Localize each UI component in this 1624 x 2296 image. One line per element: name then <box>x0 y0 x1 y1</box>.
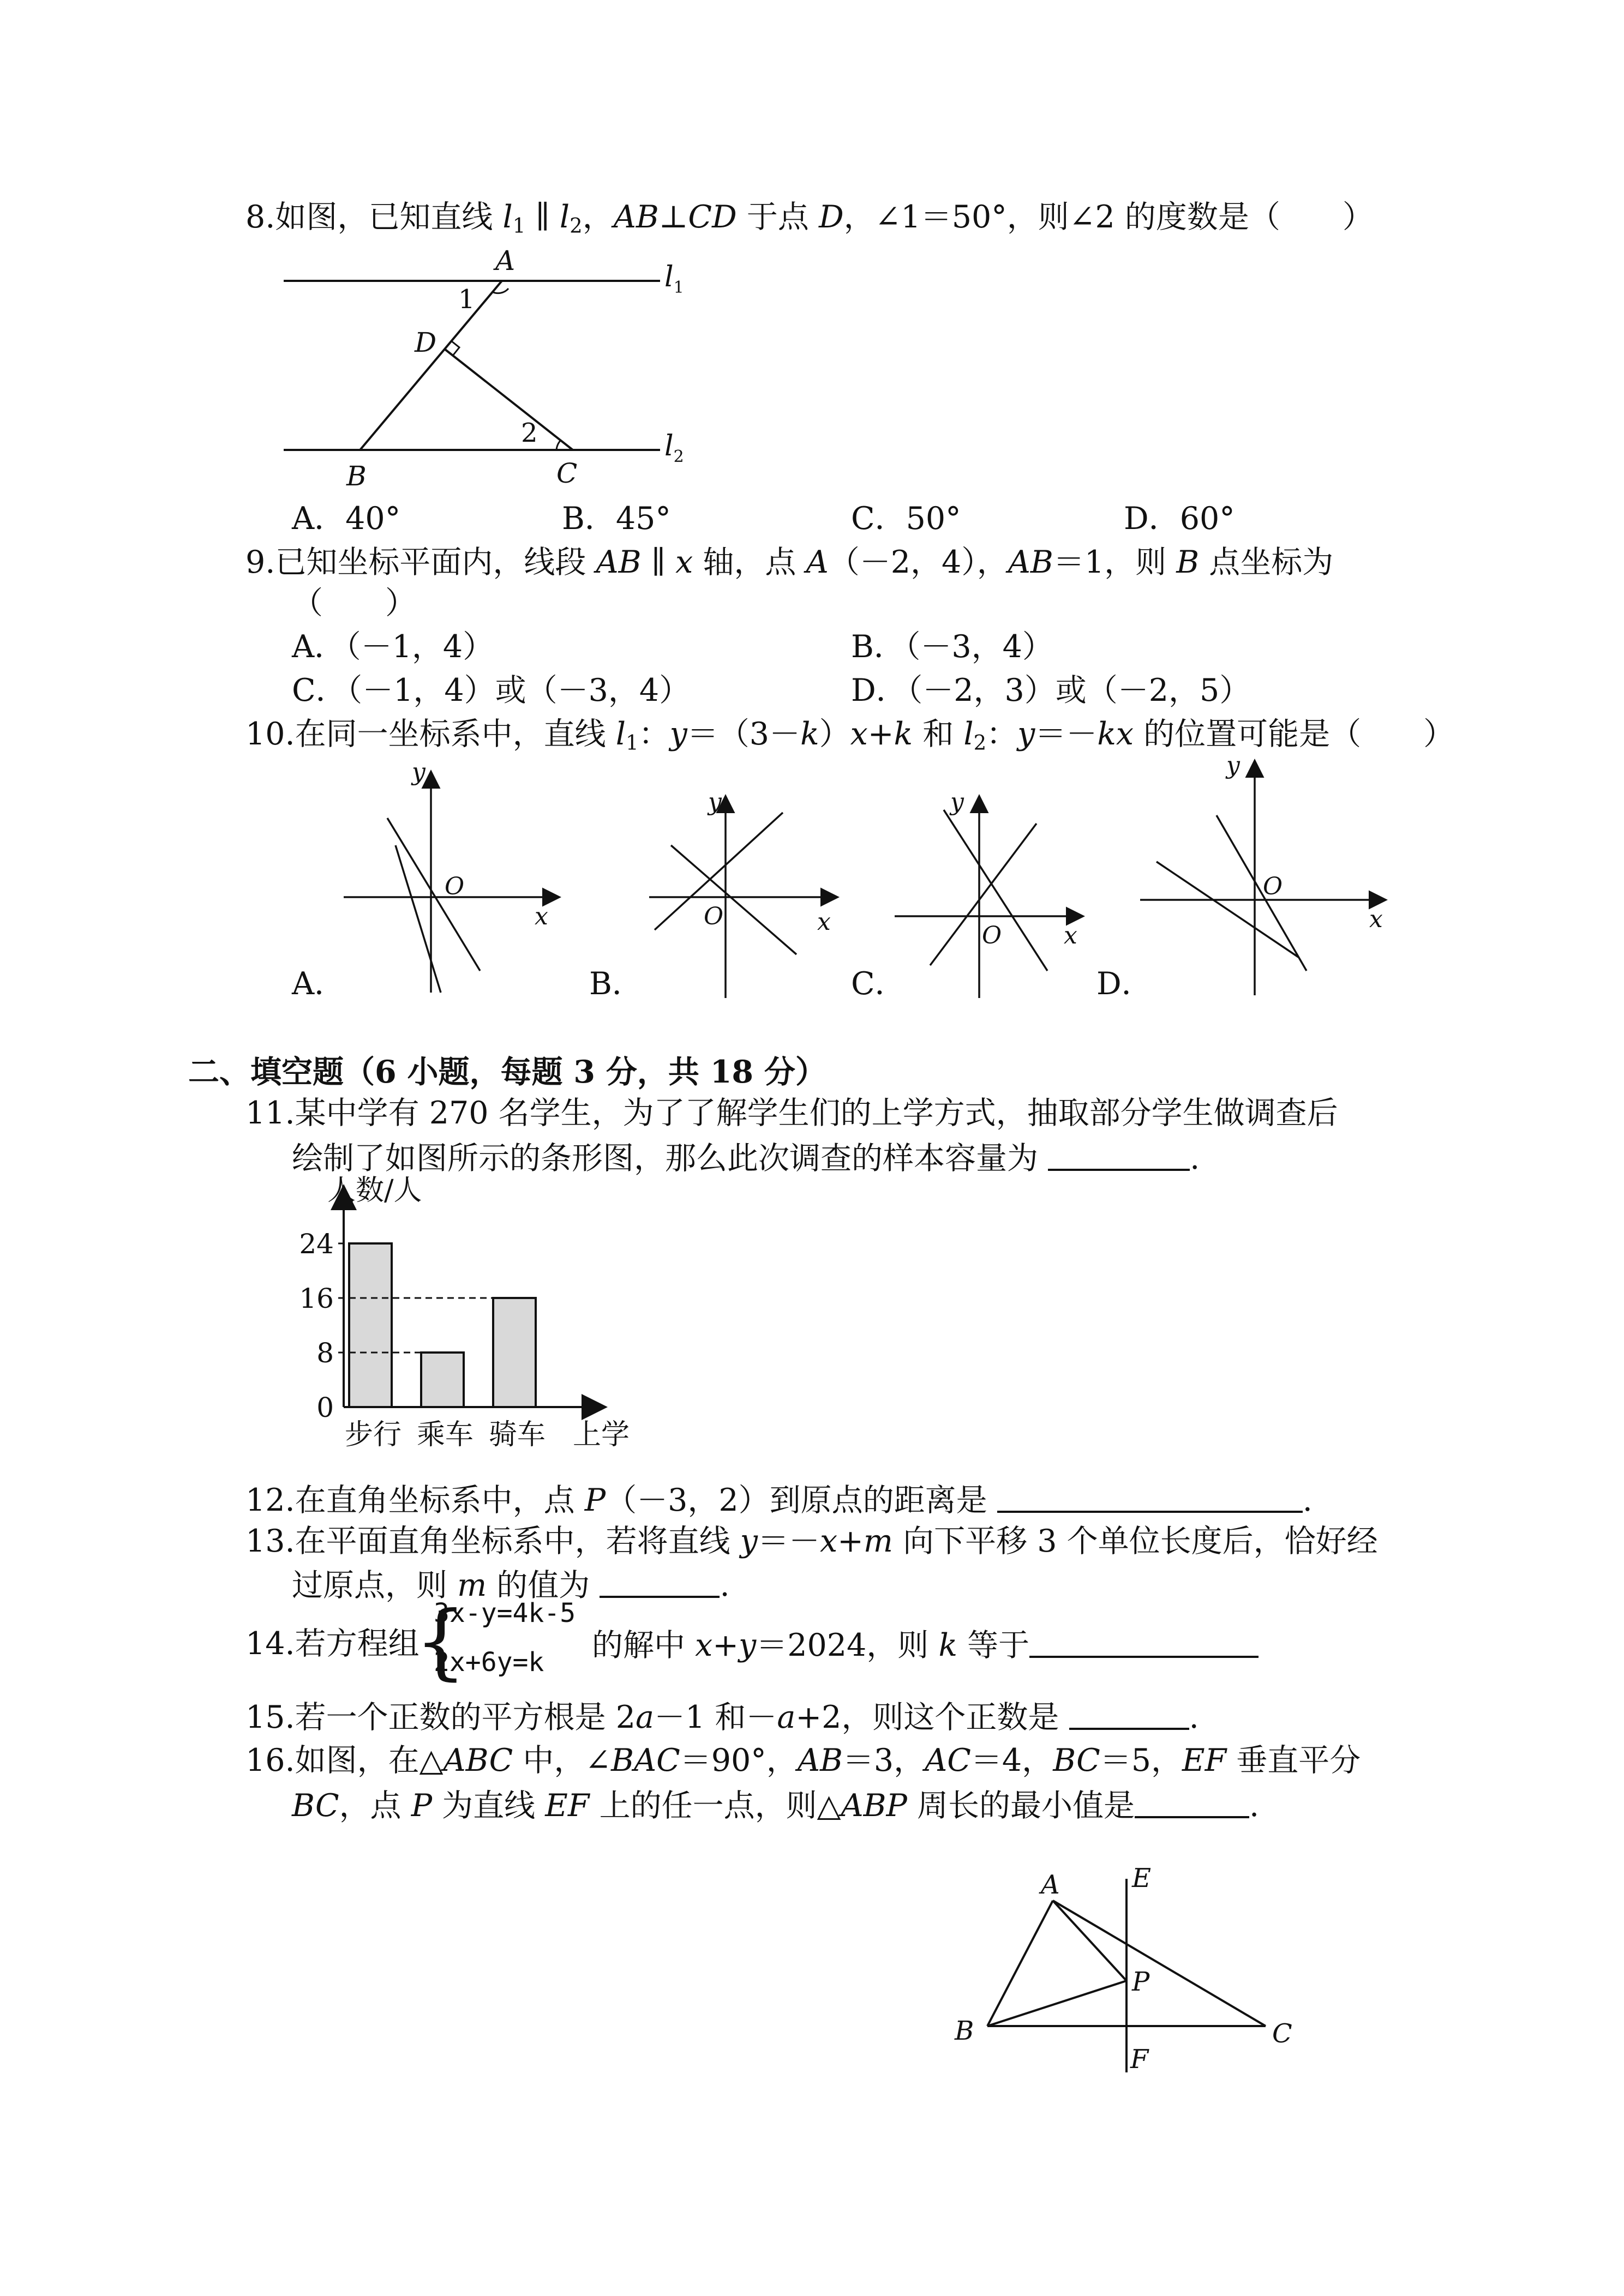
origin-label: O <box>704 903 724 930</box>
q11-bar-chart <box>267 1174 638 1494</box>
point-b-label: B <box>346 460 367 492</box>
x-axis-label: x <box>1064 922 1077 949</box>
y-axis-label: y <box>708 788 722 816</box>
q9-option-c[interactable]: C．（－1，4）或（－3，4） <box>292 672 691 708</box>
q10-graph-d <box>1140 752 1402 995</box>
q14-stem-end: 的解中 x+y＝2024，则 k 等于 <box>592 1624 1259 1665</box>
category-label: 步行 <box>345 1419 402 1451</box>
line-l2-label: $l_2$ <box>664 430 684 466</box>
q14-stem-start: 14.若方程组 <box>245 1626 420 1662</box>
q10-option-b[interactable]: B． <box>589 966 643 1002</box>
section-title: 二、填空题（6 小题，每题 3 分，共 18 分） <box>188 1054 826 1090</box>
q16-figure <box>938 1860 1309 2100</box>
q11-answer-blank[interactable] <box>1048 1137 1190 1171</box>
q15-answer-blank[interactable] <box>1069 1696 1189 1730</box>
x-axis-label: 上学 <box>573 1419 630 1451</box>
y-tick-label: 8 <box>316 1337 334 1369</box>
x-axis-label: x <box>535 903 548 930</box>
point-e-label: E <box>1132 1863 1152 1894</box>
q13-answer-blank[interactable] <box>600 1564 720 1598</box>
point-c-label: C <box>556 458 578 489</box>
point-d-label: D <box>415 327 437 358</box>
angle-1-label: 1 <box>458 284 475 315</box>
q16-stem-line1: 16.如图，在△ABC 中，∠BAC＝90°，AB＝3，AC＝4，BC＝5，EF 垂直平分 <box>245 1742 1361 1778</box>
q14-equation-1: 3x-y=4k-5 <box>434 1598 576 1628</box>
category-label: 骑车 <box>489 1419 546 1451</box>
bar-1 <box>349 1243 392 1407</box>
q10-graph-a <box>344 758 562 998</box>
y-tick-label: 24 <box>299 1228 334 1260</box>
point-f-label: F <box>1130 2044 1149 2075</box>
q8-option-a[interactable]: A．40° <box>292 501 401 537</box>
point-p-label: P <box>1132 1967 1150 1997</box>
q9-option-a[interactable]: A．（－1，4） <box>292 629 494 665</box>
q8-option-c[interactable]: C．50° <box>851 501 961 537</box>
bar-3 <box>493 1298 536 1407</box>
origin-label: O <box>982 922 1002 949</box>
q9-answer-paren: （ ） <box>292 585 416 621</box>
q11-stem-line2: 绘制了如图所示的条形图，那么此次调查的样本容量为 . <box>292 1137 1200 1178</box>
y-axis-label: y <box>412 758 426 786</box>
q16-answer-blank[interactable] <box>1135 1784 1249 1818</box>
q8-option-b[interactable]: B．45° <box>562 501 671 537</box>
q13-stem-line1: 13.在平面直角坐标系中，若将直线 y＝－x+m 向下平移 3 个单位长度后，恰好经 <box>245 1523 1378 1559</box>
q11-stem-line1: 11.某中学有 270 名学生，为了了解学生们的上学方式，抽取部分学生做调查后 <box>245 1095 1338 1131</box>
point-a-label: A <box>495 245 516 277</box>
bar-2 <box>421 1353 464 1407</box>
q14-equation-2: 2x+6y=k <box>434 1647 544 1678</box>
x-axis-label: x <box>1369 905 1383 933</box>
origin-label: O <box>1263 873 1283 900</box>
y-axis-label: 人数/人 <box>327 1174 422 1207</box>
y-tick-label: 0 <box>316 1392 334 1423</box>
q14-answer-blank[interactable] <box>1029 1624 1259 1658</box>
q16-stem-line2: BC，点 P 为直线 EF 上的任一点，则△ABP 周长的最小值是 . <box>292 1784 1259 1825</box>
q13-stem-line2: 过原点，则 m 的值为 . <box>292 1564 730 1605</box>
q9-stem: 9.已知坐标平面内，线段 AB ∥ x 轴，点 A（－2，4），AB＝1，则 B 点坐标为 <box>245 544 1334 580</box>
q10-graph-c <box>889 788 1107 998</box>
q8-option-d[interactable]: D．60° <box>1124 501 1235 537</box>
q14-brace: { <box>415 1594 467 1689</box>
q15-stem: 15.若一个正数的平方根是 2a－1 和－a+2，则这个正数是 . <box>245 1696 1199 1737</box>
point-a-label: A <box>1041 1870 1060 1900</box>
q12-answer-blank[interactable] <box>997 1479 1303 1513</box>
q8-figure <box>273 245 709 499</box>
category-label: 乘车 <box>417 1419 474 1451</box>
q9-option-b[interactable]: B．（－3，4） <box>851 629 1053 665</box>
x-axis-label: x <box>817 908 831 936</box>
y-tick-label: 16 <box>299 1283 334 1314</box>
origin-label: O <box>445 873 465 900</box>
q10-graph-b <box>644 788 862 998</box>
line-l1-label: $l_1$ <box>664 261 684 297</box>
q10-option-c[interactable]: C． <box>851 966 906 1002</box>
q10-option-a[interactable]: A． <box>292 966 346 1002</box>
point-c-label: C <box>1272 2018 1292 2049</box>
y-axis-label: y <box>1226 752 1240 779</box>
q10-option-d[interactable]: D． <box>1096 966 1153 1002</box>
angle-2-label: 2 <box>521 418 538 448</box>
q10-stem: 10.在同一坐标系中，直线 $l_1$：y＝（3－k）x+k 和 $l_2$：y＝－kx 的位置可能是（ ） <box>245 716 1455 755</box>
q8-stem: 8.如图，已知直线 $l_1$ ∥ $l_2$，AB⊥CD 于点 D，∠1＝50°，则∠2 的度数是（ ） <box>245 199 1374 238</box>
point-b-label: B <box>955 2016 974 2046</box>
q12-stem: 12.在直角坐标系中，点 P（－3，2）到原点的距离是 . <box>245 1479 1313 1520</box>
q9-option-d[interactable]: D．（－2，3）或（－2，5） <box>851 672 1251 708</box>
y-axis-label: y <box>950 788 964 816</box>
